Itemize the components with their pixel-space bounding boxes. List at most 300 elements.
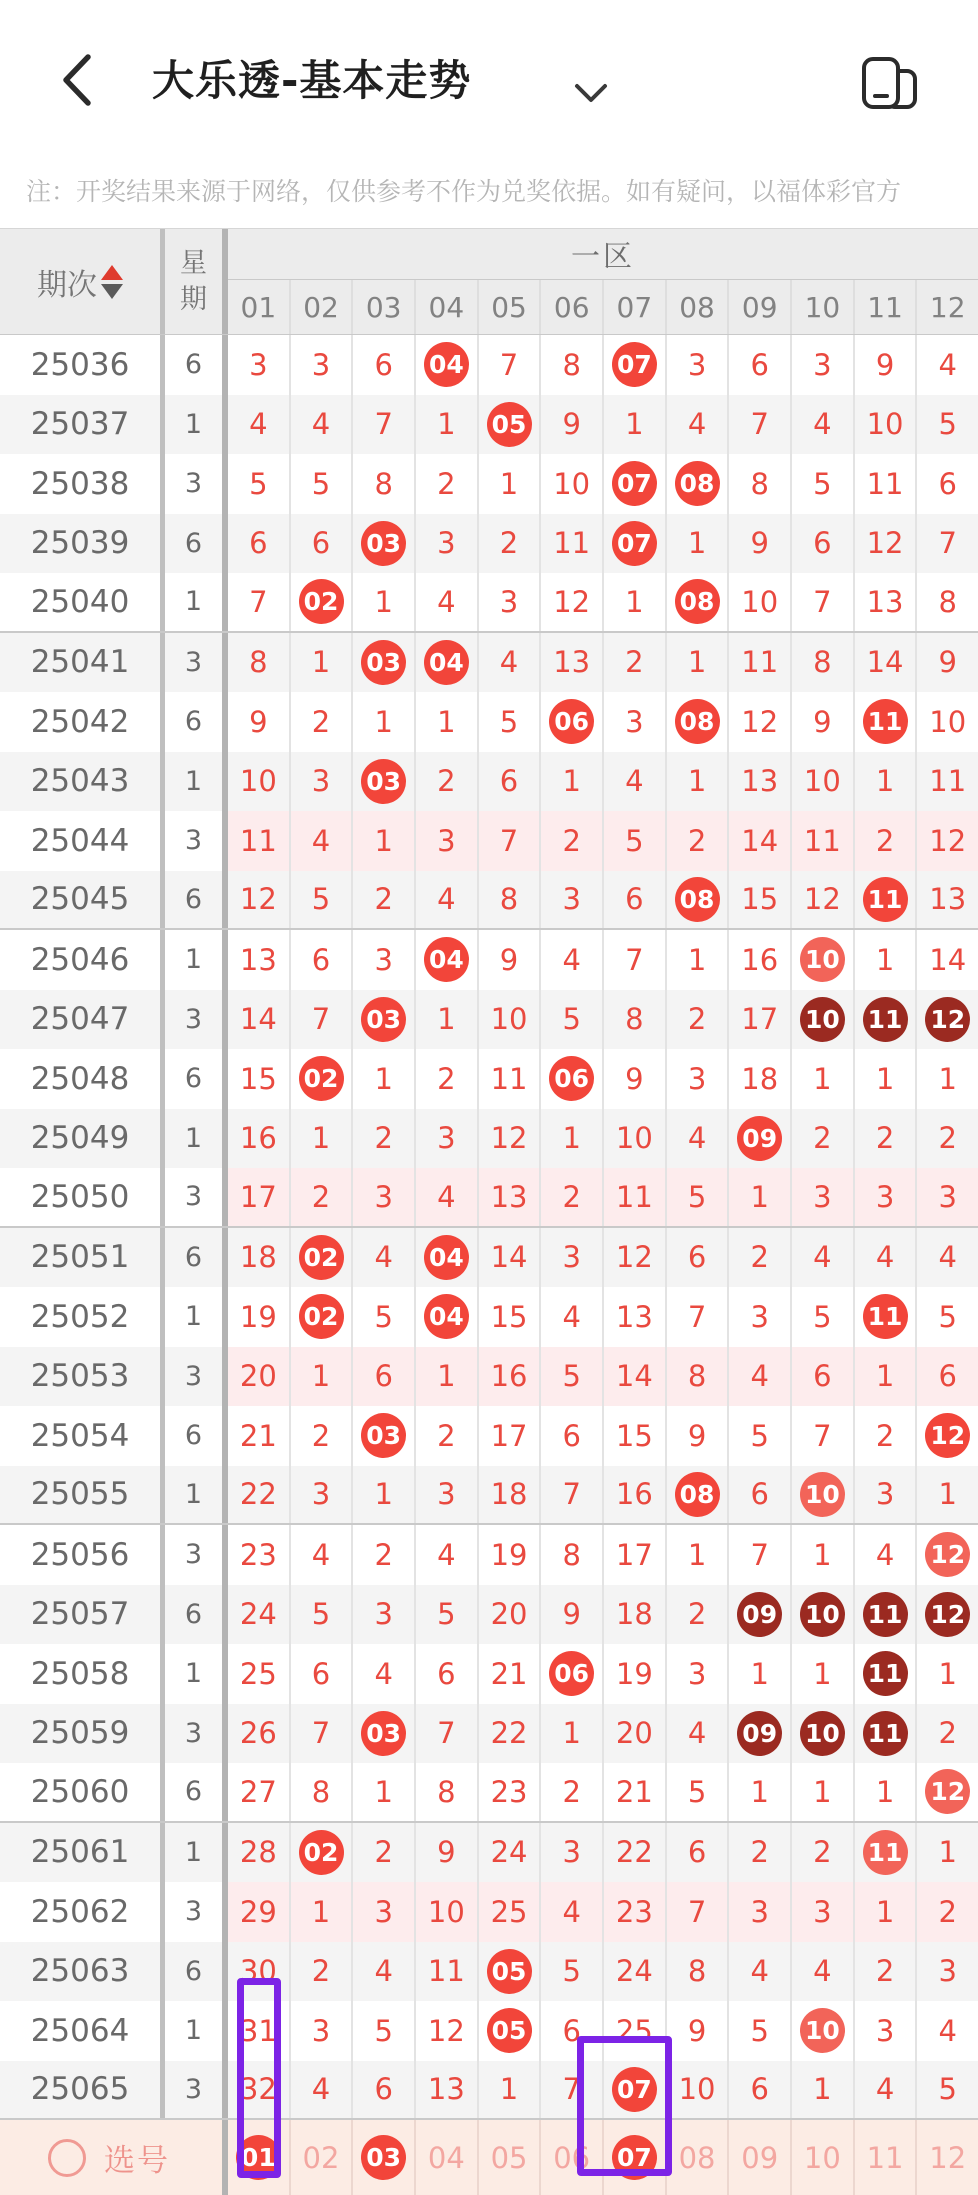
ball-cell [351, 1585, 414, 1645]
ball-cell [414, 514, 477, 574]
miss-count: 4 [687, 407, 707, 442]
ball-cell [665, 1823, 728, 1883]
ball-cell [289, 1287, 352, 1347]
ball-cell [915, 1406, 978, 1466]
miss-count: 9 [562, 407, 581, 442]
ball-cell [414, 573, 477, 631]
ball-cell [853, 1942, 916, 2002]
miss-count: 11 [803, 823, 841, 858]
ball-cell [351, 990, 414, 1050]
ball-cell [665, 1287, 728, 1347]
ball-cell [477, 1704, 540, 1764]
miss-count: 3 [813, 1179, 832, 1214]
ball-cell [414, 871, 477, 929]
ball-circle: 11 [863, 1651, 908, 1696]
ball-cell [222, 1347, 289, 1407]
period-cell: 25053 [30, 1358, 130, 1395]
ball-cell [539, 1644, 602, 1704]
ball-cell [289, 335, 352, 395]
ball-cell [539, 1406, 602, 1466]
ball-circle: 03 [361, 1711, 406, 1756]
ball-cell [915, 930, 978, 990]
period-sort-header[interactable] [37, 260, 123, 304]
ball-cell [222, 811, 289, 871]
ball-circle: 04 [424, 1294, 469, 1339]
ball-cell [539, 692, 602, 752]
miss-count: 1 [813, 1537, 832, 1572]
miss-count: 10 [490, 1002, 528, 1037]
table-row [0, 1882, 978, 1942]
miss-count: 12 [427, 2013, 465, 2048]
miss-count: 4 [625, 764, 644, 799]
ball-cell [539, 454, 602, 514]
miss-count: 5 [750, 2013, 769, 2048]
miss-count: 9 [249, 704, 268, 739]
miss-count: 24 [490, 1835, 528, 1870]
ball-cell [477, 1882, 540, 1942]
miss-count: 6 [499, 764, 519, 799]
ball-cell [665, 1585, 728, 1645]
ball-cell [222, 454, 289, 514]
ball-cell [602, 871, 665, 929]
multi-window-icon[interactable] [860, 56, 922, 110]
miss-count: 1 [625, 584, 644, 619]
select-number-cell[interactable] [477, 2120, 540, 2195]
ball-cell [790, 752, 853, 812]
miss-count: 14 [866, 645, 904, 680]
ball-cell [790, 1585, 853, 1645]
miss-count: 13 [929, 882, 967, 917]
ball-cell [665, 811, 728, 871]
ball-cell [727, 1942, 790, 2002]
miss-count: 13 [741, 764, 779, 799]
ball-cell [289, 1585, 352, 1645]
ball-cell [790, 2001, 853, 2061]
miss-count: 4 [687, 1121, 707, 1156]
ball-cell [790, 514, 853, 574]
miss-count: 4 [562, 1299, 581, 1334]
period-cell: 25054 [30, 1417, 130, 1454]
miss-count: 16 [239, 1121, 277, 1156]
ball-cell [665, 1109, 728, 1169]
week-cell: 3 [160, 990, 222, 1050]
ball-column-header: 10 [790, 280, 853, 334]
ball-circle: 11 [863, 997, 908, 1042]
ball-circle: 10 [800, 1711, 845, 1756]
miss-count: 3 [499, 584, 519, 619]
disclaimer-text: 注：开奖结果来源于网络，仅供参考不作为兑奖依据。如有疑问，以福体彩官方 [26, 177, 902, 206]
miss-count: 13 [427, 2072, 465, 2107]
select-number-cell[interactable] [351, 2120, 414, 2195]
ball-cell [790, 1466, 853, 1524]
ball-cell [853, 2061, 916, 2119]
selectable-number: 12 [929, 2140, 967, 2175]
miss-count: 14 [490, 1240, 528, 1275]
miss-count: 2 [562, 1179, 581, 1214]
table-row [0, 752, 978, 812]
miss-count: 8 [499, 882, 519, 917]
miss-count: 6 [750, 1477, 769, 1512]
ball-circle: 10 [800, 2008, 845, 2053]
miss-count: 10 [678, 2072, 716, 2107]
ball-cell [289, 1704, 352, 1764]
ball-circle: 04 [424, 342, 469, 387]
miss-count: 1 [311, 1121, 331, 1156]
miss-count: 5 [562, 1954, 581, 1989]
miss-count: 11 [490, 1061, 528, 1096]
miss-count: 14 [239, 1002, 277, 1037]
period-cell: 25037 [30, 406, 130, 443]
ball-cell [790, 990, 853, 1050]
miss-count: 5 [437, 1597, 456, 1632]
miss-count: 5 [311, 466, 331, 501]
ball-cell [915, 990, 978, 1050]
ball-column-header: 12 [915, 280, 978, 334]
ball-cell [727, 1466, 790, 1524]
miss-count: 6 [687, 1240, 707, 1275]
ball-cell [289, 1644, 352, 1704]
ball-cell [351, 1823, 414, 1883]
ball-cell [289, 1109, 352, 1169]
sort-asc-icon [101, 265, 123, 280]
ball-cell [602, 752, 665, 812]
miss-count: 20 [490, 1597, 528, 1632]
miss-count: 14 [929, 942, 967, 977]
ball-cell [665, 395, 728, 455]
ball-circle: 07 [612, 461, 657, 506]
miss-count: 4 [813, 1240, 832, 1275]
miss-count: 1 [875, 942, 895, 977]
selectable-number: 02 [302, 2140, 340, 2175]
miss-count: 1 [562, 764, 581, 799]
miss-count: 7 [311, 1716, 331, 1751]
ball-cell [289, 1823, 352, 1883]
miss-count: 4 [311, 1537, 331, 1572]
ball-cell [727, 1525, 790, 1585]
miss-count: 4 [813, 1954, 832, 1989]
ball-cell [790, 1823, 853, 1883]
ball-cell [790, 692, 853, 752]
chevron-down-icon[interactable] [574, 82, 608, 104]
page-title[interactable]: 大乐透-基本走势 [152, 56, 472, 105]
miss-count: 12 [553, 584, 591, 619]
miss-count: 2 [499, 526, 519, 561]
ball-circle: 03 [361, 1413, 406, 1458]
table-row [0, 990, 978, 1050]
ball-circle: 07 [612, 521, 657, 566]
ball-cell [727, 2061, 790, 2119]
selectable-number: 11 [866, 2140, 904, 2175]
ball-cell [414, 1049, 477, 1109]
ball-column-header: 08 [665, 280, 728, 334]
miss-count: 5 [562, 1002, 581, 1037]
miss-count: 1 [875, 1894, 895, 1929]
ball-cell [915, 1763, 978, 1821]
miss-count: 12 [741, 704, 779, 739]
miss-count: 3 [625, 704, 644, 739]
ball-cell [665, 692, 728, 752]
period-cell: 25041 [30, 644, 130, 681]
period-cell: 25042 [30, 703, 130, 740]
week-cell: 6 [160, 1763, 222, 1821]
miss-count: 20 [615, 1716, 653, 1751]
miss-count: 12 [929, 823, 967, 858]
miss-count: 1 [875, 1774, 895, 1809]
miss-count: 11 [615, 1179, 653, 1214]
ball-cell [915, 633, 978, 693]
miss-count: 6 [750, 347, 769, 382]
table-row [0, 2001, 978, 2061]
table-row [0, 1704, 978, 1764]
ball-cell [351, 2001, 414, 2061]
miss-count: 1 [562, 1716, 581, 1751]
ball-circle: 06 [549, 1651, 594, 1696]
table-row [0, 1168, 978, 1228]
ball-cell [222, 990, 289, 1050]
select-number-cell[interactable] [289, 2120, 352, 2195]
table-row [0, 930, 978, 990]
ball-cell [665, 1525, 728, 1585]
ball-cell [853, 1109, 916, 1169]
ball-cell [853, 573, 916, 631]
select-number-cell[interactable] [727, 2120, 790, 2195]
miss-count: 6 [813, 1359, 832, 1394]
ball-cell [289, 1466, 352, 1524]
miss-count: 5 [813, 466, 832, 501]
period-cell: 25039 [30, 525, 130, 562]
miss-count: 5 [750, 1418, 769, 1453]
ball-cell [665, 1882, 728, 1942]
miss-count: 1 [750, 1656, 769, 1691]
ball-cell [289, 811, 352, 871]
miss-count: 15 [741, 882, 779, 917]
ball-cell [289, 692, 352, 752]
miss-count: 11 [866, 466, 904, 501]
miss-count: 3 [311, 1477, 331, 1512]
miss-count: 6 [311, 526, 331, 561]
week-cell: 1 [160, 1109, 222, 1169]
miss-count: 7 [750, 407, 769, 442]
ball-cell [477, 573, 540, 631]
ball-cell [222, 1525, 289, 1585]
ball-column-header: 05 [477, 280, 540, 334]
week-cell: 3 [160, 1525, 222, 1585]
miss-count: 2 [311, 1418, 331, 1453]
miss-count: 3 [437, 1121, 456, 1156]
miss-count: 6 [374, 2072, 393, 2107]
miss-count: 6 [311, 1656, 331, 1691]
ball-cell [602, 930, 665, 990]
select-number-cell[interactable] [915, 2120, 978, 2195]
miss-count: 4 [687, 1716, 707, 1751]
ball-cell [539, 1049, 602, 1109]
miss-count: 12 [803, 882, 841, 917]
ball-cell [289, 1763, 352, 1821]
ball-circle: 08 [675, 579, 720, 624]
table-row [0, 692, 978, 752]
ball-cell [853, 692, 916, 752]
ball-cell [602, 1644, 665, 1704]
miss-count: 10 [239, 764, 277, 799]
ball-cell [222, 1763, 289, 1821]
ball-cell [222, 871, 289, 929]
miss-count: 4 [938, 2013, 957, 2048]
miss-count: 5 [374, 1299, 393, 1334]
miss-count: 9 [750, 526, 769, 561]
ball-cell [853, 1466, 916, 1524]
miss-count: 2 [875, 1121, 895, 1156]
ball-cell [727, 692, 790, 752]
ball-cell [853, 1168, 916, 1226]
week-cell: 1 [160, 1466, 222, 1524]
ball-cell [414, 1585, 477, 1645]
week-cell: 3 [160, 454, 222, 514]
ball-cell [222, 335, 289, 395]
ball-cell [351, 1882, 414, 1942]
select-number-cell[interactable] [665, 2120, 728, 2195]
miss-count: 5 [311, 882, 331, 917]
select-number-cell[interactable] [853, 2120, 916, 2195]
table-row [0, 871, 978, 931]
ball-circle: 12 [925, 1592, 970, 1637]
back-icon[interactable] [58, 52, 94, 108]
ball-cell [289, 2001, 352, 2061]
ball-cell [289, 633, 352, 693]
ball-cell [351, 335, 414, 395]
ball-cell [665, 454, 728, 514]
week-cell: 6 [160, 1049, 222, 1109]
select-number-cell[interactable] [414, 2120, 477, 2195]
period-cell: 25051 [30, 1239, 130, 1276]
ball-cell [477, 1109, 540, 1169]
ball-cell [915, 2061, 978, 2119]
miss-count: 3 [938, 1954, 957, 1989]
ball-cell [477, 871, 540, 929]
miss-count: 21 [615, 1774, 653, 1809]
week-cell: 1 [160, 573, 222, 631]
miss-count: 6 [374, 1359, 393, 1394]
ball-cell [414, 990, 477, 1050]
miss-count: 3 [311, 347, 331, 382]
miss-count: 5 [813, 1299, 832, 1334]
miss-count: 10 [929, 704, 967, 739]
app-bar [0, 0, 978, 140]
miss-count: 10 [615, 1121, 653, 1156]
miss-count: 3 [875, 1179, 895, 1214]
ball-cell [915, 1049, 978, 1109]
ball-cell [351, 395, 414, 455]
week-cell: 3 [160, 2061, 222, 2119]
ball-cell [602, 692, 665, 752]
miss-count: 2 [875, 823, 895, 858]
ball-cell [414, 2001, 477, 2061]
table-row [0, 2061, 978, 2121]
select-circle-icon[interactable] [48, 2139, 86, 2177]
ball-cell [853, 395, 916, 455]
miss-count: 3 [687, 1061, 707, 1096]
miss-count: 1 [687, 942, 707, 977]
ball-cell [790, 454, 853, 514]
miss-count: 9 [813, 704, 832, 739]
miss-count: 10 [741, 584, 779, 619]
select-number-cell[interactable] [790, 2120, 853, 2195]
ball-cell [790, 1049, 853, 1109]
ball-cell [727, 1049, 790, 1109]
table-row [0, 1287, 978, 1347]
ball-cell [727, 930, 790, 990]
ball-cell [477, 395, 540, 455]
miss-count: 1 [374, 823, 393, 858]
ball-cell [539, 990, 602, 1050]
miss-count: 8 [625, 1002, 644, 1037]
miss-count: 11 [239, 823, 277, 858]
miss-count: 3 [562, 1835, 581, 1870]
ball-circle: 05 [487, 402, 532, 447]
select-label: 选号 [104, 2143, 170, 2179]
ball-cell [222, 692, 289, 752]
miss-count: 10 [427, 1894, 465, 1929]
ball-cell [915, 573, 978, 631]
zone-header [222, 229, 978, 334]
ball-cell [477, 1049, 540, 1109]
ball-cell [727, 1406, 790, 1466]
miss-count: 25 [490, 1894, 528, 1929]
miss-count: 6 [437, 1656, 456, 1691]
ball-column-header: 06 [539, 280, 602, 334]
week-cell: 1 [160, 930, 222, 990]
miss-count: 6 [249, 526, 268, 561]
ball-cell [602, 454, 665, 514]
miss-count: 12 [615, 1240, 653, 1275]
ball-cell [665, 1942, 728, 2002]
ball-cell [602, 1704, 665, 1764]
week-cell: 6 [160, 335, 222, 395]
ball-cell [602, 1585, 665, 1645]
period-cell: 25062 [30, 1893, 130, 1930]
miss-count: 4 [938, 1240, 957, 1275]
miss-count: 21 [239, 1418, 277, 1453]
ball-circle: 08 [675, 877, 720, 922]
week-cell: 6 [160, 514, 222, 574]
ball-cell [351, 514, 414, 574]
miss-count: 7 [437, 1716, 456, 1751]
table-header [0, 228, 978, 335]
miss-count: 3 [750, 1299, 769, 1334]
ball-cell [665, 930, 728, 990]
miss-count: 8 [562, 1537, 581, 1572]
ball-cell [915, 1347, 978, 1407]
miss-count: 13 [239, 942, 277, 977]
miss-count: 1 [813, 2072, 832, 2107]
ball-cell [414, 1644, 477, 1704]
miss-count: 1 [374, 1774, 393, 1809]
miss-count: 1 [625, 407, 644, 442]
miss-count: 1 [374, 704, 393, 739]
miss-count: 5 [938, 1299, 957, 1334]
period-cell: 25036 [30, 346, 130, 383]
miss-count: 11 [427, 1954, 465, 1989]
miss-count: 15 [490, 1299, 528, 1334]
miss-count: 6 [687, 1835, 707, 1870]
ball-cell [602, 514, 665, 574]
ball-cell [351, 1466, 414, 1524]
table-row [0, 1228, 978, 1288]
table-row [0, 1823, 978, 1883]
miss-count: 10 [803, 764, 841, 799]
ball-cell [222, 1287, 289, 1347]
ball-circle: 03 [361, 640, 406, 685]
ball-cell [539, 1823, 602, 1883]
